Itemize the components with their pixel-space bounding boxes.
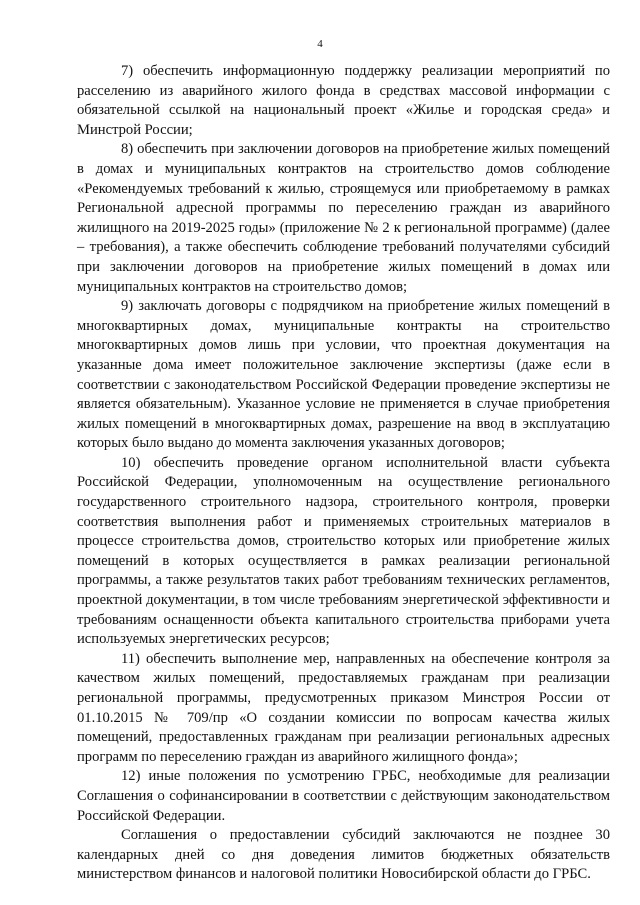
page-number: 4: [317, 38, 323, 50]
paragraph-item-9: 9) заключать договоры с подрядчиком на приобретение жилых помещений в многоквартирных домах, муниципальные контракты на строительство многоквартирных домов лишь при условии, что проектная документация на указанные дома имеет положительное заключение экспертизы (даже если в соответствии с законодательством Российской Федерации проведение экспертизы не является обязательным). Указанное условие не применяется в случае приобретения жилых помещений в многоквартирных домах, разрешение на ввод в эксплуатацию которых было выдано до момента заключения указанных договоров;: [77, 298, 610, 452]
paragraph-agreement-deadline: Соглашения о предоставлении субсидий заключаются не позднее 30 календарных дней со дня доведения лимитов бюджетных обязательств министерством финансов и налоговой политики Новосибирской области до ГРБС.: [77, 827, 610, 883]
paragraph-item-10: 10) обеспечить проведение органом исполнительной власти субъекта Российской Федерации, уполномоченным на осуществление регионального государственного строительного надзора, строительного контроля, проверки соответствия выполнения работ и применяемых строительных материалов в процессе строительства домов, строительство которых или приобретение жилых помещений в которых осуществляется в рамках реализации региональной программы, а также результатов таких работ требованиям технических регламентов, проектной документации, в том числе требованиям энергетической эффективности и требованиям оснащенности объекта капитального строительства приборами учета используемых энергетических ресурсов;: [77, 454, 610, 648]
paragraph-item-8: 8) обеспечить при заключении договоров на приобретение жилых помещений в домах и муниципальных контрактов на строительство домов соблюдение «Рекомендуемых требований к жилью, строящемуся или приобретаемому в рамках Региональной адресной программы по переселению граждан из аварийного жилищного на 2019-2025 годы» (приложение № 2 к региональной программе) (далее – требования), а также обеспечить соблюдение требований получателями субсидий при заключении договоров на приобретение жилых помещений в домах или муниципальных контрактов на строительство домов;: [77, 141, 610, 295]
paragraph-item-7: 7) обеспечить информационную поддержку реализации мероприятий по расселению из аварийного жилого фонда в средствах массовой информации с обязательной ссылкой на национальный проект «Жилье и городская среда» и Минстрой России;: [77, 63, 610, 138]
paragraph-item-11: 11) обеспечить выполнение мер, направленных на обеспечение контроля за качеством жилых помещений, предоставляемых гражданам при реализации региональной программы, предусмотренных приказом Минстроя России от 01.10.2015 № 709/пр «О создании комиссии по вопросам качества жилых помещений, предоставленных гражданам при реализации региональных адресных программ по переселению граждан из аварийного жилищного фонда»;: [77, 650, 610, 765]
document-body: [77, 62, 610, 885]
paragraph-item-12: 12) иные положения по усмотрению ГРБС, необходимые для реализации Соглашения о софинансировании в соответствии с действующим законодательством Российской Федерации.: [77, 768, 610, 824]
